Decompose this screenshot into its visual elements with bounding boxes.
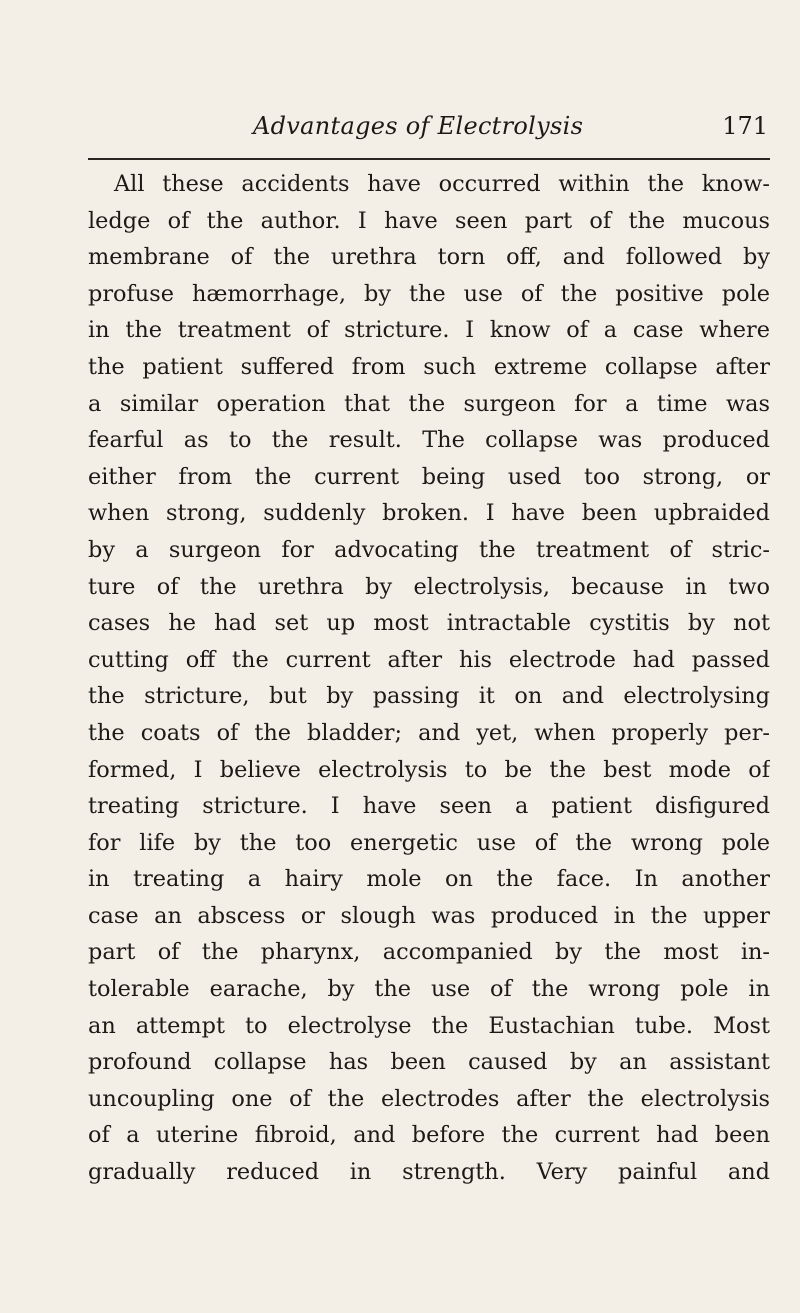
text-line: in the treatment of stricture. I know of a case where (88, 317, 770, 344)
text-line: All these accidents have occurred within the know- (114, 171, 770, 197)
text-line: cutting off the current after his electrode had passed (88, 646, 770, 673)
text-line: the patient suffered from such extreme collapse after (88, 353, 770, 380)
text-line: for life by the too energetic use of the wrong pole (88, 829, 770, 856)
text-line: ture of the urethra by electrolysis, because in two (88, 573, 770, 600)
text-line: a similar operation that the surgeon for a time was (88, 390, 770, 417)
text-line: tolerable earache, by the use of the wrong pole in (88, 976, 770, 1003)
text-line: profuse hæmorrhage, by the use of the positive pole (88, 280, 770, 307)
text-line: membrane of the urethra torn off, and followed by (88, 244, 770, 271)
text-line: treating stricture. I have seen a patient disfigured (88, 793, 770, 820)
text-line: ledge of the author. I have seen part of the mucous (88, 207, 770, 234)
text-line: fearful as to the result. The collapse was produced (88, 427, 770, 454)
text-line: cases he had set up most intractable cystitis by not (88, 610, 770, 637)
text-line: by a surgeon for advocating the treatment of stric- (88, 536, 770, 563)
text-line: profound collapse has been caused by an assistant (88, 1049, 770, 1076)
text-line: an attempt to electrolyse the Eustachian tube. Most (88, 1012, 770, 1039)
text-line: the stricture, but by passing it on and electrolysing (88, 683, 770, 710)
page-number: 171 (722, 112, 768, 140)
text-line: uncoupling one of the electrodes after the electrolysis (88, 1085, 770, 1112)
text-line: in treating a hairy mole on the face. In another (88, 866, 770, 893)
running-head-title: Advantages of Electrolysis (253, 112, 584, 140)
text-line: either from the current being used too strong, or (88, 463, 770, 490)
text-line: when strong, suddenly broken. I have been upbraided (88, 500, 770, 527)
text-line: formed, I believe electrolysis to be the best mode of (88, 756, 770, 783)
text-line: part of the pharynx, accompanied by the most in- (88, 939, 770, 966)
text-line: of a uterine fibroid, and before the current had been (88, 1122, 770, 1149)
body-paragraph (88, 166, 770, 1191)
text-line: the coats of the bladder; and yet, when properly per- (88, 719, 770, 746)
text-line: gradually reduced in strength. Very painful and (88, 1159, 770, 1186)
header-rule (88, 158, 770, 160)
running-head (88, 112, 768, 152)
text-line: case an abscess or slough was produced in the upper (88, 902, 770, 929)
